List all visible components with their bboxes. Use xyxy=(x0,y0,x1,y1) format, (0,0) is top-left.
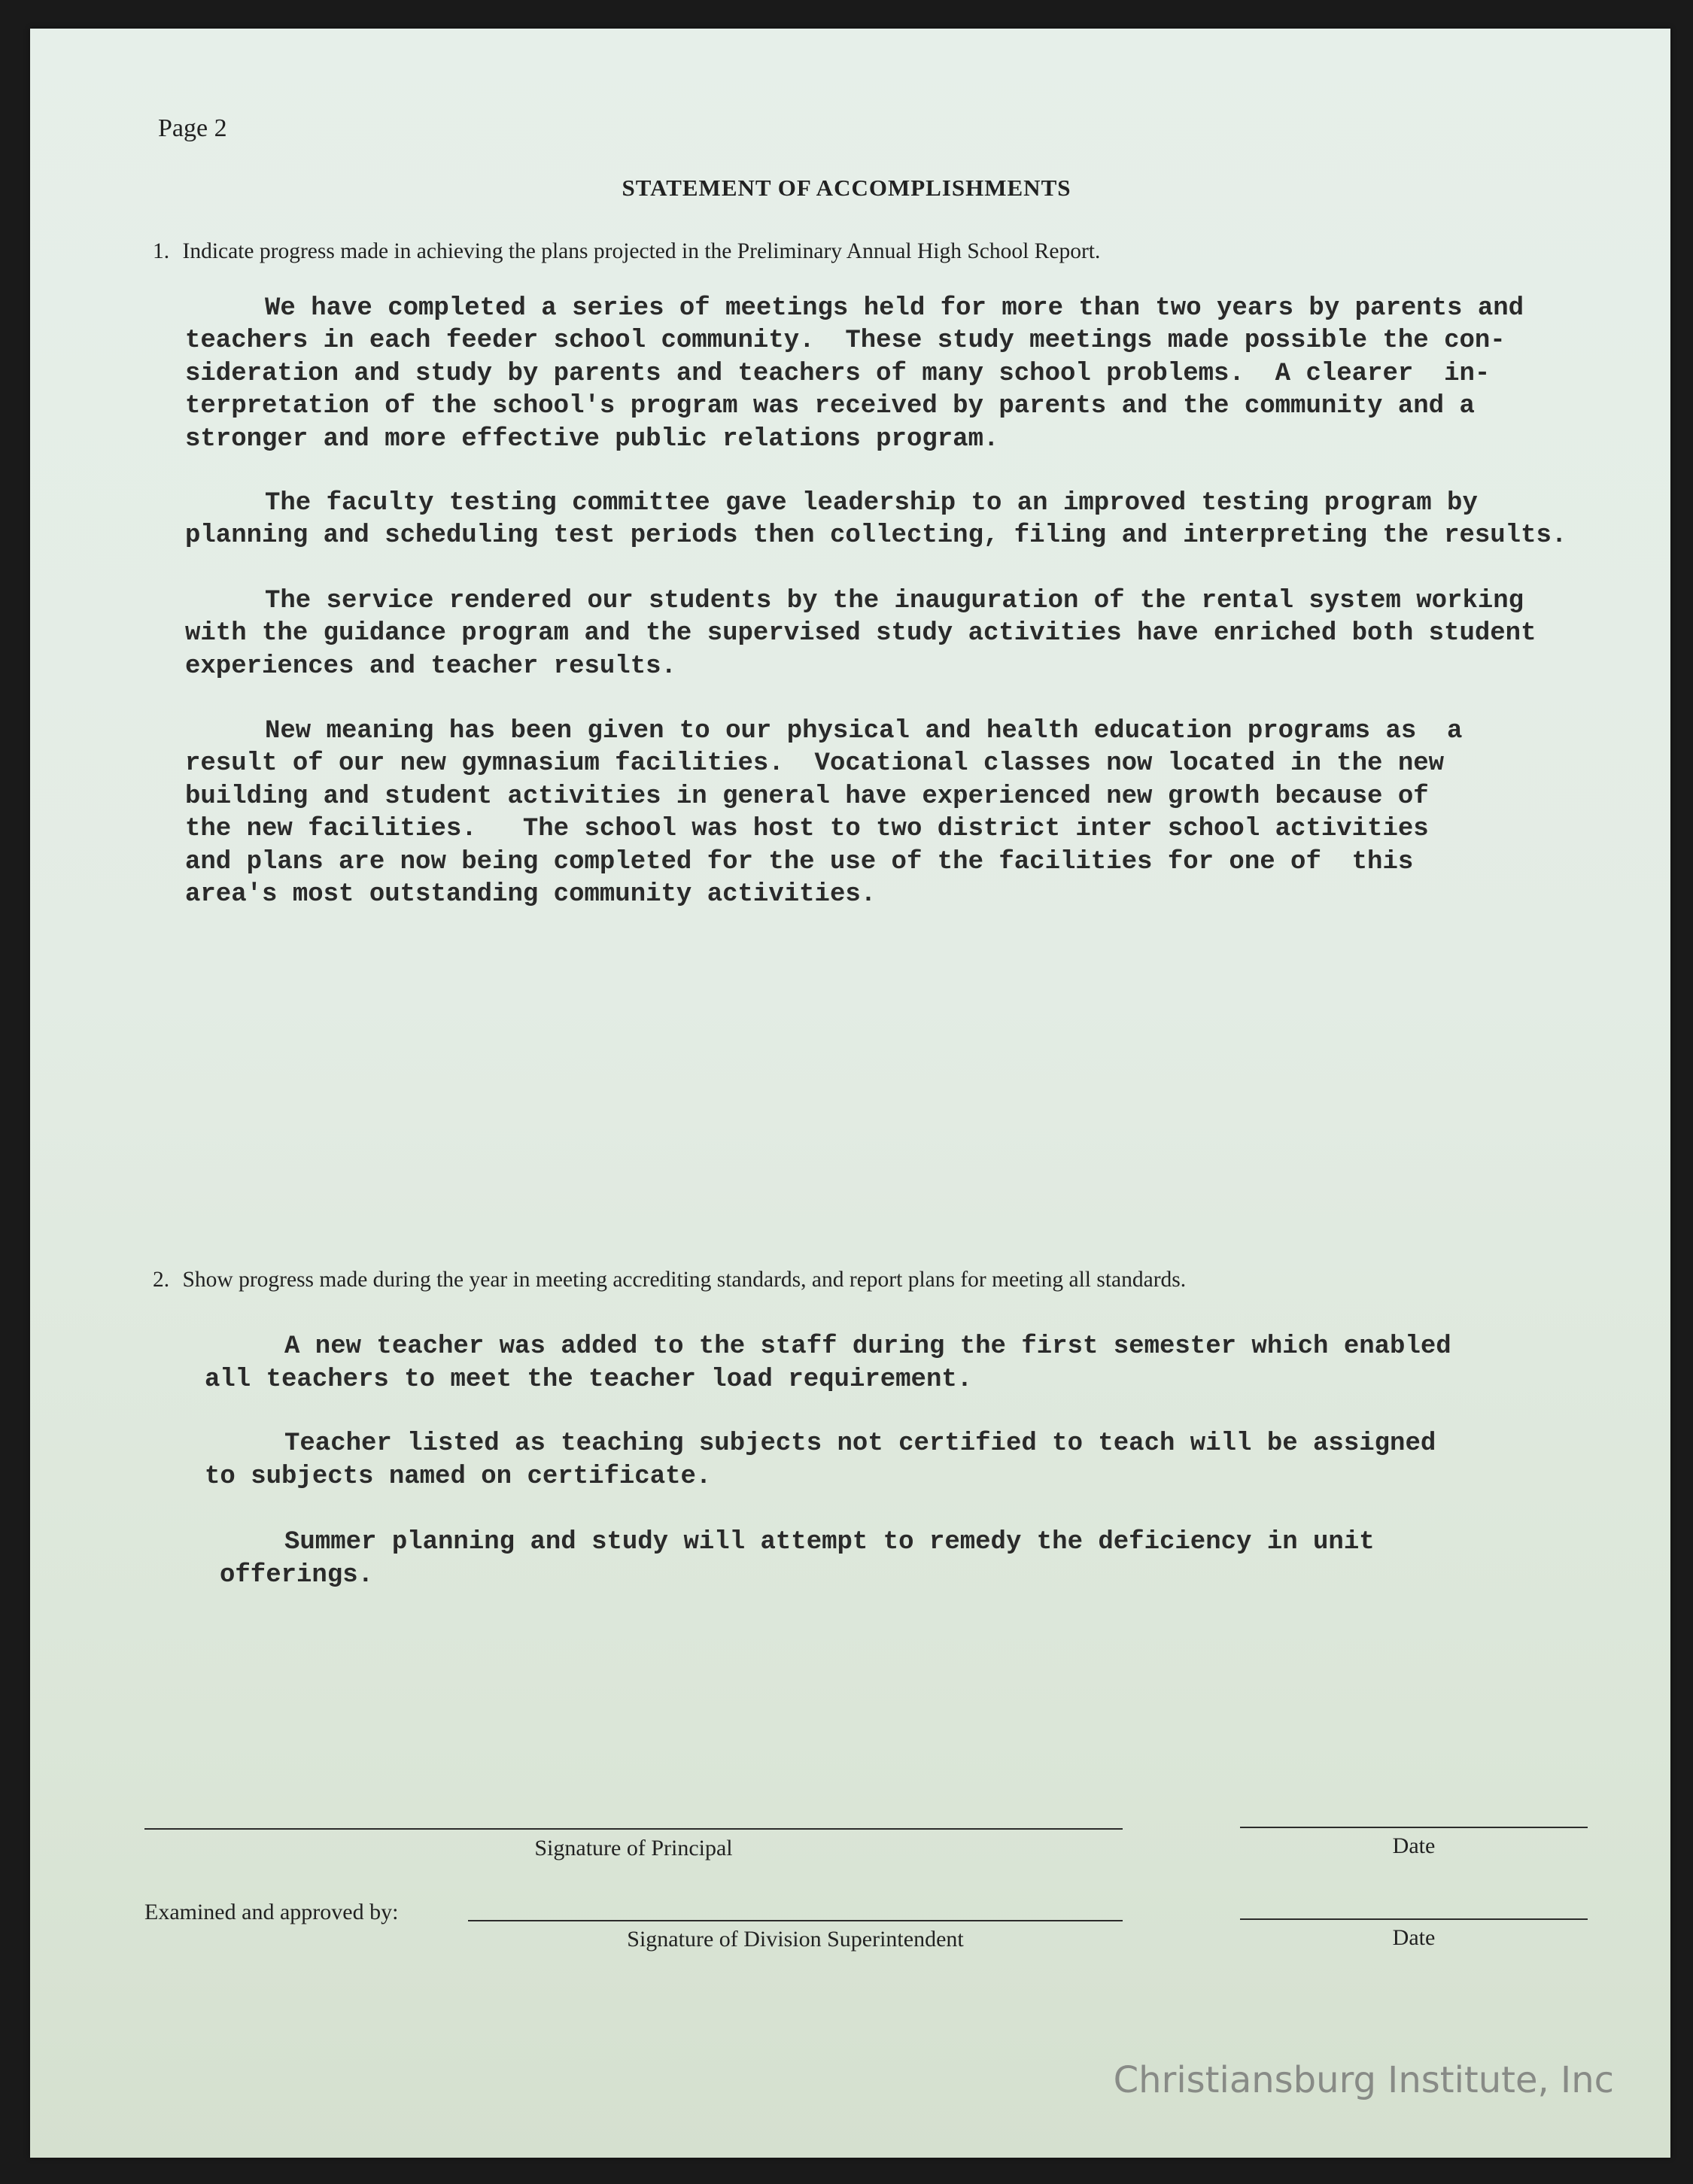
answer-1-line: the new facilities. The school was host to two district inter school activities xyxy=(185,815,1429,843)
answer-2-line: all teachers to meet the teacher load requirement. xyxy=(205,1365,973,1394)
principal-signature-label: Signature of Principal xyxy=(534,1836,733,1861)
answer-1-line: sideration and study by parents and teachers of many school problems. A clearer in- xyxy=(185,360,1491,388)
answer-2-line: Summer planning and study will attempt to remedy the deficiency in unit xyxy=(284,1528,1375,1557)
answer-1-line: We have completed a series of meetings held for more than two years by parents and xyxy=(265,294,1524,323)
answer-1-line: area's most outstanding community activities. xyxy=(185,880,877,909)
answer-1-line: result of our new gymnasium facilities. Vocational classes now located in the new xyxy=(185,749,1445,778)
answer-1-line: New meaning has been given to our physical and health education programs as a xyxy=(265,717,1463,746)
answer-1-line: terpretation of the school's program was received by parents and the community and a xyxy=(185,392,1475,421)
watermark: Christiansburg Institute, Inc xyxy=(1113,2059,1614,2101)
page-title: STATEMENT OF ACCOMPLISHMENTS xyxy=(622,175,1071,201)
answer-1-line: The faculty testing committee gave leadership to an improved testing program by xyxy=(265,489,1478,518)
question-1 xyxy=(153,239,1100,264)
answer-1-line: teachers in each feeder school community. These study meetings made possible the con- xyxy=(185,327,1506,355)
answer-1-line: planning and scheduling test periods then collecting, filing and interpreting the results. xyxy=(185,521,1567,550)
answer-2-line: A new teacher was added to the staff during the first semester which enabled xyxy=(284,1332,1451,1361)
question-1-number: 1. xyxy=(153,239,170,263)
date-line-1 xyxy=(1240,1827,1588,1828)
answer-1-line: building and student activities in general have experienced new growth because of xyxy=(185,782,1429,811)
question-2-text: Show progress made during the year in meeting accrediting standards, and report plans for meeting all standards. xyxy=(182,1268,1187,1292)
answer-2-line: offerings. xyxy=(220,1561,374,1590)
answer-1-line: The service rendered our students by the inauguration of the rental system working xyxy=(265,587,1524,615)
answer-1-line: and plans are now being completed for the use of the facilities for one of this xyxy=(185,848,1414,876)
answer-1-line: with the guidance program and the supervised study activities have enriched both student xyxy=(185,619,1536,648)
date-line-2 xyxy=(1240,1918,1588,1920)
question-2-number: 2. xyxy=(153,1268,170,1292)
question-1-text: Indicate progress made in achieving the plans projected in the Preliminary Annual High School Report. xyxy=(182,239,1101,263)
date-label-1: Date xyxy=(1392,1833,1436,1858)
page-label: Page 2 xyxy=(158,114,227,142)
answer-2-line: Teacher listed as teaching subjects not certified to teach will be assigned xyxy=(284,1429,1436,1458)
examined-label: Examined and approved by: xyxy=(144,1900,399,1924)
date-label-2: Date xyxy=(1392,1925,1436,1950)
principal-signature-line xyxy=(144,1828,1123,1830)
answer-1-line: experiences and teacher results. xyxy=(185,652,676,681)
answer-1-line: stronger and more effective public relations program. xyxy=(185,425,999,454)
answer-2-line: to subjects named on certificate. xyxy=(205,1463,712,1491)
superintendent-signature-label: Signature of Division Superintendent xyxy=(627,1927,964,1952)
question-2 xyxy=(153,1268,1186,1292)
superintendent-signature-line xyxy=(468,1920,1123,1921)
